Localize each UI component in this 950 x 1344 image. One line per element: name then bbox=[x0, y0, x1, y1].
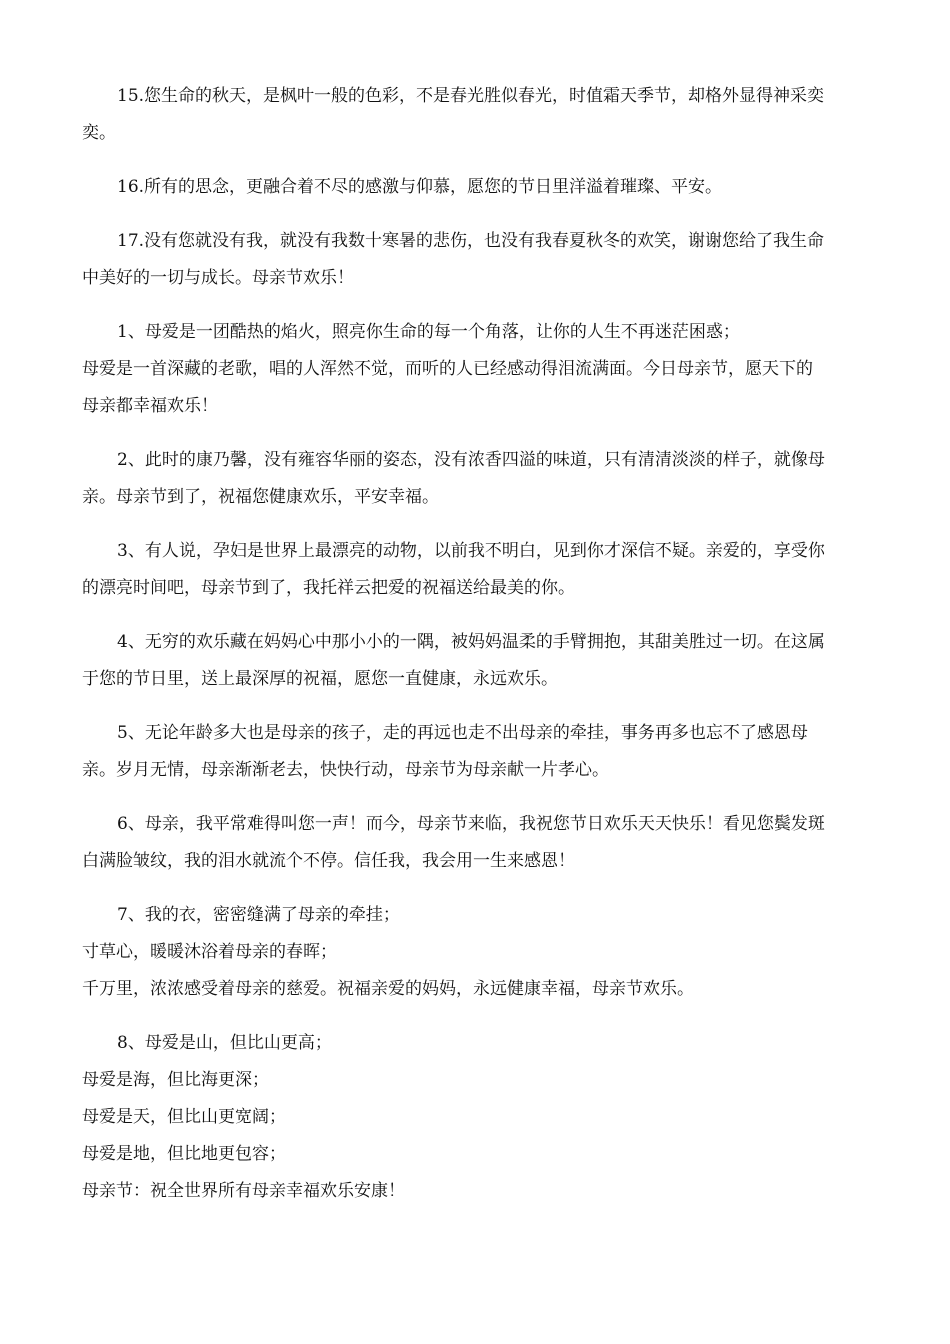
paragraph bbox=[82, 897, 868, 1008]
text-line: 母亲都幸福欢乐！ bbox=[82, 396, 218, 416]
paragraph bbox=[82, 314, 868, 425]
text-line: 3、有人说，孕妇是世界上最漂亮的动物，以前我不明白，见到你才深信不疑。亲爱的，享受你 bbox=[117, 541, 825, 561]
paragraph bbox=[82, 169, 868, 206]
text-line: 白满脸皱纹，我的泪水就流个不停。信任我，我会用一生来感恩！ bbox=[82, 851, 575, 871]
paragraph bbox=[82, 806, 868, 880]
text-line: 寸草心，暖暖沐浴着母亲的春晖； bbox=[82, 942, 337, 962]
text-line: 亲。岁月无情，母亲渐渐老去，快快行动，母亲节为母亲献一片孝心。 bbox=[82, 760, 609, 780]
paragraph bbox=[82, 1025, 868, 1210]
text-line: 千万里，浓浓感受着母亲的慈爱。祝福亲爱的妈妈，永远健康幸福，母亲节欢乐。 bbox=[82, 979, 694, 999]
text-line: 7、我的衣，密密缝满了母亲的牵挂； bbox=[117, 905, 400, 925]
text-line: 于您的节日里，送上最深厚的祝福，愿您一直健康，永远欢乐。 bbox=[82, 669, 558, 689]
paragraph bbox=[82, 223, 868, 297]
paragraph bbox=[82, 624, 868, 698]
text-line: 5、无论年龄多大也是母亲的孩子，走的再远也走不出母亲的牵挂，事务再多也忘不了感恩母 bbox=[117, 723, 808, 743]
text-line: 母爱是一首深藏的老歌，唱的人浑然不觉，而听的人已经感动得泪流满面。今日母亲节，愿天下的 bbox=[82, 359, 813, 379]
text-line: 母爱是海，但比海更深； bbox=[82, 1070, 269, 1090]
text-line: 4、无穷的欢乐藏在妈妈心中那小小的一隅，被妈妈温柔的手臂拥抱，其甜美胜过一切。在这属 bbox=[117, 632, 825, 652]
text-line: 的漂亮时间吧，母亲节到了，我托祥云把爱的祝福送给最美的你。 bbox=[82, 578, 575, 598]
text-line: 奕。 bbox=[82, 123, 116, 143]
text-line: 母爱是天，但比山更宽阔； bbox=[82, 1107, 286, 1127]
paragraph bbox=[82, 715, 868, 789]
text-line: 1、母爱是一团酷热的焰火，照亮你生命的每一个角落，让你的人生不再迷茫困惑； bbox=[117, 322, 740, 342]
text-line: 亲。母亲节到了，祝福您健康欢乐，平安幸福。 bbox=[82, 487, 439, 507]
text-line: 母爱是地，但比地更包容； bbox=[82, 1144, 286, 1164]
document-body bbox=[82, 78, 868, 1227]
text-line: 中美好的一切与成长。母亲节欢乐！ bbox=[82, 268, 354, 288]
text-line: 17.没有您就没有我，就没有我数十寒暑的悲伤，也没有我春夏秋冬的欢笑，谢谢您给了我生命 bbox=[117, 231, 825, 251]
text-line: 6、母亲，我平常难得叫您一声！而今，母亲节来临，我祝您节日欢乐天天快乐！看见您鬓发斑 bbox=[117, 814, 825, 834]
text-line: 15.您生命的秋天，是枫叶一般的色彩，不是春光胜似春光，时值霜天季节，却格外显得神采奕 bbox=[117, 86, 825, 106]
text-line: 16.所有的思念，更融合着不尽的感激与仰慕，愿您的节日里洋溢着璀璨、平安。 bbox=[117, 177, 723, 197]
text-line: 母亲节：祝全世界所有母亲幸福欢乐安康！ bbox=[82, 1181, 405, 1201]
text-line: 8、母爱是山，但比山更高； bbox=[117, 1033, 332, 1053]
paragraph bbox=[82, 442, 868, 516]
paragraph bbox=[82, 533, 868, 607]
paragraph bbox=[82, 78, 868, 152]
text-line: 2、此时的康乃馨，没有雍容华丽的姿态，没有浓香四溢的味道，只有清清淡淡的样子，就像母 bbox=[117, 450, 825, 470]
